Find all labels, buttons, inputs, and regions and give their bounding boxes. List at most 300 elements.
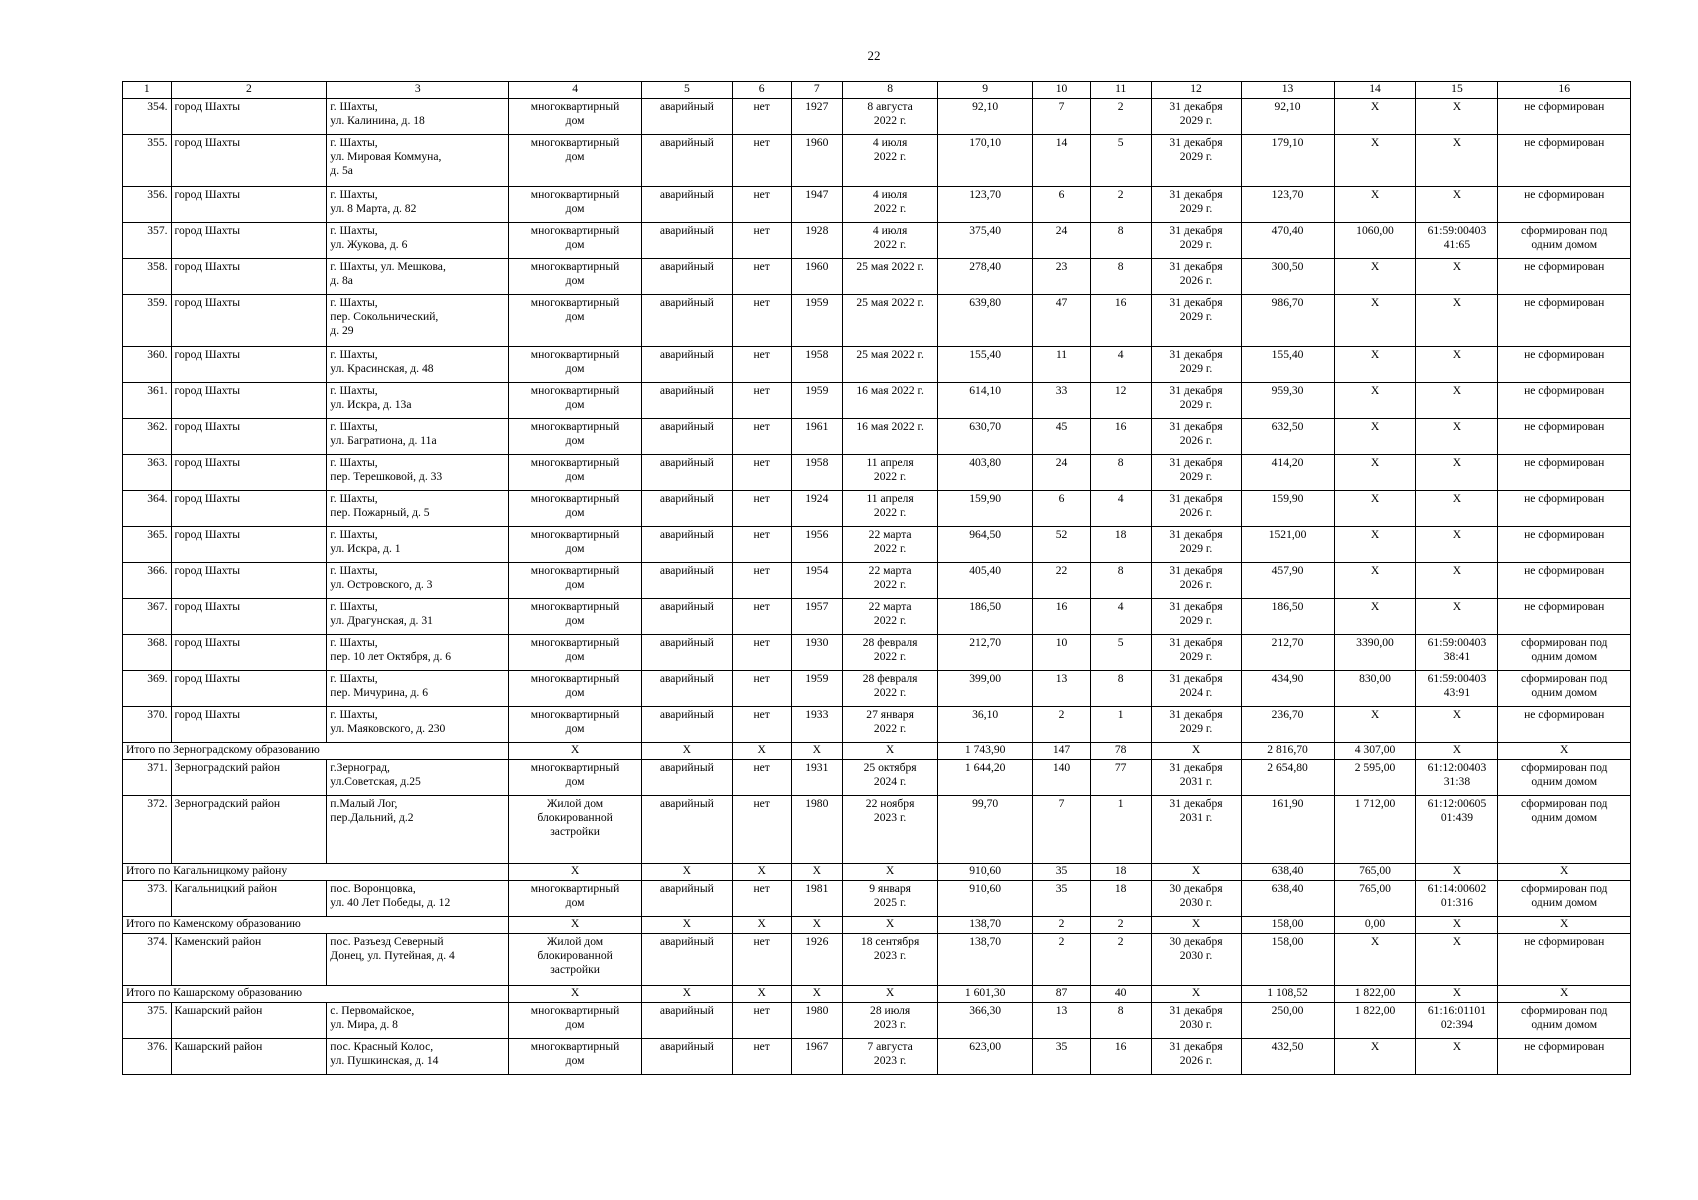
table-row: [123, 455, 1631, 491]
table-row: [123, 1003, 1631, 1039]
table-cell: 61:59:00403 41:65: [1416, 223, 1498, 259]
table-cell: 25 мая 2022 г.: [843, 295, 938, 347]
table-cell: 13: [1033, 671, 1091, 707]
table-cell: 9 января 2025 г.: [843, 881, 938, 917]
table-cell: 1980: [791, 1003, 843, 1039]
table-cell: 363.: [123, 455, 172, 491]
table-row: [123, 796, 1631, 864]
subtotal-cell: X: [843, 917, 938, 934]
table-cell: 6: [1033, 187, 1091, 223]
table-cell: 364.: [123, 491, 172, 527]
table-cell: 35: [1033, 1039, 1091, 1075]
table-cell: 170,10: [938, 135, 1033, 187]
column-header: 10: [1033, 82, 1091, 99]
table-cell: 373.: [123, 881, 172, 917]
table-cell: аварийный: [641, 259, 732, 295]
table-cell: многоквартирный дом: [509, 491, 641, 527]
table-cell: не сформирован: [1498, 527, 1631, 563]
table-cell: 31 декабря 2029 г.: [1151, 599, 1241, 635]
table-cell: 2: [1033, 934, 1091, 986]
table-cell: 16: [1090, 1039, 1151, 1075]
table-row: [123, 671, 1631, 707]
column-number-header-row: [123, 82, 1631, 99]
table-cell: 374.: [123, 934, 172, 986]
table-cell: 1927: [791, 99, 843, 135]
table-cell: многоквартирный дом: [509, 187, 641, 223]
table-cell: г. Шахты, ул. Маяковского, д. 230: [327, 707, 509, 743]
table-cell: 31 декабря 2031 г.: [1151, 760, 1241, 796]
column-header: 9: [938, 82, 1033, 99]
table-cell: город Шахты: [171, 455, 327, 491]
subtotal-cell: X: [509, 864, 641, 881]
table-cell: г. Шахты, ул. Красинская, д. 48: [327, 347, 509, 383]
table-cell: 186,50: [1241, 599, 1334, 635]
housing-register-table: [122, 81, 1631, 1075]
table-cell: 2: [1090, 99, 1151, 135]
table-cell: Зерноградский район: [171, 760, 327, 796]
table-cell: 236,70: [1241, 707, 1334, 743]
table-cell: 158,00: [1241, 934, 1334, 986]
table-cell: не сформирован: [1498, 1039, 1631, 1075]
table-cell: многоквартирный дом: [509, 563, 641, 599]
table-cell: 77: [1090, 760, 1151, 796]
table-cell: нет: [732, 223, 791, 259]
table-cell: Зерноградский район: [171, 796, 327, 864]
table-cell: 18: [1090, 527, 1151, 563]
table-cell: X: [1416, 187, 1498, 223]
table-cell: 1961: [791, 419, 843, 455]
subtotal-label: Итого по Зерноградскому образованию: [123, 743, 509, 760]
subtotal-cell: X: [791, 917, 843, 934]
table-cell: Кашарский район: [171, 1039, 327, 1075]
table-cell: 16: [1033, 599, 1091, 635]
table-cell: 8: [1090, 455, 1151, 491]
table-cell: X: [1416, 135, 1498, 187]
table-cell: 414,20: [1241, 455, 1334, 491]
table-cell: 368.: [123, 635, 172, 671]
column-header: 8: [843, 82, 938, 99]
table-row: [123, 419, 1631, 455]
table-row: [123, 223, 1631, 259]
table-cell: 52: [1033, 527, 1091, 563]
table-cell: город Шахты: [171, 295, 327, 347]
table-cell: 31 декабря 2029 г.: [1151, 383, 1241, 419]
table-cell: 22 марта 2022 г.: [843, 599, 938, 635]
column-header: 11: [1090, 82, 1151, 99]
table-cell: многоквартирный дом: [509, 671, 641, 707]
table-cell: 30 декабря 2030 г.: [1151, 934, 1241, 986]
table-cell: 31 декабря 2029 г.: [1151, 707, 1241, 743]
table-cell: X: [1416, 599, 1498, 635]
subtotal-cell: X: [791, 864, 843, 881]
table-cell: г. Шахты, ул. Драгунская, д. 31: [327, 599, 509, 635]
column-header: 1: [123, 82, 172, 99]
table-cell: 375.: [123, 1003, 172, 1039]
table-cell: нет: [732, 707, 791, 743]
table-cell: 4 июля 2022 г.: [843, 223, 938, 259]
table-cell: сформирован под одним домом: [1498, 760, 1631, 796]
table-cell: 1980: [791, 796, 843, 864]
subtotal-cell: X: [843, 743, 938, 760]
subtotal-cell: X: [509, 917, 641, 934]
column-header: 4: [509, 82, 641, 99]
table-cell: X: [1334, 527, 1416, 563]
table-cell: 1930: [791, 635, 843, 671]
table-cell: многоквартирный дом: [509, 1003, 641, 1039]
subtotal-cell: 2 816,70: [1241, 743, 1334, 760]
table-cell: 140: [1033, 760, 1091, 796]
table-cell: 61:12:00605 01:439: [1416, 796, 1498, 864]
table-cell: 123,70: [938, 187, 1033, 223]
subtotal-cell: X: [732, 986, 791, 1003]
table-cell: 623,00: [938, 1039, 1033, 1075]
table-cell: аварийный: [641, 881, 732, 917]
table-cell: 61:12:00403 31:38: [1416, 760, 1498, 796]
table-cell: 92,10: [1241, 99, 1334, 135]
table-cell: 959,30: [1241, 383, 1334, 419]
table-cell: нет: [732, 347, 791, 383]
table-cell: 4 июля 2022 г.: [843, 187, 938, 223]
table-cell: многоквартирный дом: [509, 259, 641, 295]
table-cell: 434,90: [1241, 671, 1334, 707]
table-cell: 31 декабря 2026 г.: [1151, 259, 1241, 295]
table-cell: X: [1334, 599, 1416, 635]
table-cell: сформирован под одним домом: [1498, 671, 1631, 707]
subtotal-label: Итого по Кагальницкому району: [123, 864, 509, 881]
table-cell: многоквартирный дом: [509, 599, 641, 635]
table-cell: 11 апреля 2022 г.: [843, 455, 938, 491]
table-cell: нет: [732, 671, 791, 707]
table-cell: 11: [1033, 347, 1091, 383]
subtotal-cell: 1 108,52: [1241, 986, 1334, 1003]
table-cell: 8: [1090, 223, 1151, 259]
table-cell: 23: [1033, 259, 1091, 295]
table-cell: 638,40: [1241, 881, 1334, 917]
table-cell: 25 октября 2024 г.: [843, 760, 938, 796]
table-cell: 33: [1033, 383, 1091, 419]
table-row: [123, 599, 1631, 635]
table-cell: 1960: [791, 259, 843, 295]
table-cell: 31 декабря 2029 г.: [1151, 455, 1241, 491]
table-cell: многоквартирный дом: [509, 455, 641, 491]
table-cell: аварийный: [641, 455, 732, 491]
table-cell: 27 января 2022 г.: [843, 707, 938, 743]
table-cell: 2 654,80: [1241, 760, 1334, 796]
table-body: [123, 99, 1631, 1075]
column-header: 3: [327, 82, 509, 99]
table-cell: не сформирован: [1498, 99, 1631, 135]
table-cell: сформирован под одним домом: [1498, 635, 1631, 671]
table-cell: 31 декабря 2029 г.: [1151, 135, 1241, 187]
table-cell: X: [1334, 419, 1416, 455]
subtotal-cell: X: [1151, 743, 1241, 760]
table-cell: X: [1334, 383, 1416, 419]
subtotal-cell: X: [1498, 986, 1631, 1003]
table-cell: многоквартирный дом: [509, 707, 641, 743]
subtotal-cell: X: [843, 986, 938, 1003]
table-cell: 1959: [791, 671, 843, 707]
table-cell: 1981: [791, 881, 843, 917]
table-cell: 405,40: [938, 563, 1033, 599]
table-row: [123, 934, 1631, 986]
subtotal-cell: X: [641, 864, 732, 881]
table-cell: город Шахты: [171, 259, 327, 295]
table-cell: нет: [732, 99, 791, 135]
subtotal-cell: X: [641, 743, 732, 760]
table-row: [123, 135, 1631, 187]
table-cell: 358.: [123, 259, 172, 295]
table-cell: аварийный: [641, 1039, 732, 1075]
table-cell: город Шахты: [171, 135, 327, 187]
table-cell: не сформирован: [1498, 599, 1631, 635]
subtotal-cell: X: [641, 917, 732, 934]
table-cell: не сформирован: [1498, 707, 1631, 743]
table-cell: 369.: [123, 671, 172, 707]
subtotal-cell: X: [791, 743, 843, 760]
table-cell: 639,80: [938, 295, 1033, 347]
table-cell: X: [1416, 455, 1498, 491]
table-cell: не сформирован: [1498, 934, 1631, 986]
table-cell: сформирован под одним домом: [1498, 881, 1631, 917]
table-cell: 7: [1033, 796, 1091, 864]
table-cell: 4: [1090, 599, 1151, 635]
table-cell: многоквартирный дом: [509, 527, 641, 563]
table-cell: город Шахты: [171, 187, 327, 223]
subtotal-cell: 18: [1090, 864, 1151, 881]
table-cell: 31 декабря 2029 г.: [1151, 223, 1241, 259]
table-cell: г. Шахты, ул. Калинина, д. 18: [327, 99, 509, 135]
table-cell: X: [1334, 491, 1416, 527]
table-cell: 630,70: [938, 419, 1033, 455]
table-cell: аварийный: [641, 707, 732, 743]
subtotal-cell: 4 307,00: [1334, 743, 1416, 760]
table-cell: 47: [1033, 295, 1091, 347]
table-row: [123, 881, 1631, 917]
subtotal-cell: 765,00: [1334, 864, 1416, 881]
table-cell: город Шахты: [171, 599, 327, 635]
table-cell: 28 февраля 2022 г.: [843, 671, 938, 707]
table-cell: 159,90: [1241, 491, 1334, 527]
table-cell: 1926: [791, 934, 843, 986]
table-cell: не сформирован: [1498, 383, 1631, 419]
table-cell: г. Шахты, ул. Багратиона, д. 11а: [327, 419, 509, 455]
table-cell: г. Шахты, ул. Искра, д. 1: [327, 527, 509, 563]
table-cell: 8 августа 2022 г.: [843, 99, 938, 135]
table-cell: 1947: [791, 187, 843, 223]
table-cell: многоквартирный дом: [509, 881, 641, 917]
subtotal-label: Итого по Кашарскому образованию: [123, 986, 509, 1003]
table-cell: 155,40: [1241, 347, 1334, 383]
table-cell: 31 декабря 2026 г.: [1151, 491, 1241, 527]
table-cell: сформирован под одним домом: [1498, 796, 1631, 864]
table-cell: 7 августа 2023 г.: [843, 1039, 938, 1075]
table-cell: 10: [1033, 635, 1091, 671]
table-cell: 61:59:00403 43:91: [1416, 671, 1498, 707]
table-row: [123, 707, 1631, 743]
subtotal-cell: X: [732, 864, 791, 881]
table-cell: г. Шахты, ул. Островского, д. 3: [327, 563, 509, 599]
table-cell: п.Малый Лог, пер.Дальний, д.2: [327, 796, 509, 864]
table-cell: нет: [732, 527, 791, 563]
table-cell: 7: [1033, 99, 1091, 135]
table-cell: город Шахты: [171, 383, 327, 419]
column-header: 13: [1241, 82, 1334, 99]
table-cell: 1959: [791, 383, 843, 419]
table-cell: 1060,00: [1334, 223, 1416, 259]
table-cell: город Шахты: [171, 419, 327, 455]
subtotal-cell: X: [843, 864, 938, 881]
table-cell: 399,00: [938, 671, 1033, 707]
subtotal-cell: 138,70: [938, 917, 1033, 934]
table-cell: X: [1334, 455, 1416, 491]
table-cell: многоквартирный дом: [509, 347, 641, 383]
table-cell: аварийный: [641, 671, 732, 707]
table-cell: нет: [732, 383, 791, 419]
table-cell: 1933: [791, 707, 843, 743]
table-cell: город Шахты: [171, 707, 327, 743]
table-cell: X: [1416, 934, 1498, 986]
table-cell: город Шахты: [171, 527, 327, 563]
table-cell: многоквартирный дом: [509, 760, 641, 796]
table-cell: 212,70: [1241, 635, 1334, 671]
table-cell: 1931: [791, 760, 843, 796]
table-cell: 366.: [123, 563, 172, 599]
subtotal-label: Итого по Каменскому образованию: [123, 917, 509, 934]
table-cell: многоквартирный дом: [509, 635, 641, 671]
table-cell: аварийный: [641, 223, 732, 259]
table-cell: X: [1416, 563, 1498, 599]
table-cell: X: [1334, 707, 1416, 743]
table-cell: 403,80: [938, 455, 1033, 491]
table-cell: 632,50: [1241, 419, 1334, 455]
table-cell: 31 декабря 2029 г.: [1151, 635, 1241, 671]
table-cell: 31 декабря 2029 г.: [1151, 527, 1241, 563]
subtotal-cell: 78: [1090, 743, 1151, 760]
subtotal-cell: X: [1416, 743, 1498, 760]
table-row: [123, 491, 1631, 527]
column-header: 16: [1498, 82, 1631, 99]
table-cell: нет: [732, 455, 791, 491]
subtotal-cell: 35: [1033, 864, 1091, 881]
subtotal-row: [123, 986, 1631, 1003]
table-cell: 1967: [791, 1039, 843, 1075]
table-cell: нет: [732, 934, 791, 986]
table-row: [123, 1039, 1631, 1075]
table-cell: X: [1334, 259, 1416, 295]
table-row: [123, 563, 1631, 599]
table-cell: 375,40: [938, 223, 1033, 259]
table-cell: 31 декабря 2029 г.: [1151, 187, 1241, 223]
table-cell: 11 апреля 2022 г.: [843, 491, 938, 527]
table-cell: 45: [1033, 419, 1091, 455]
table-cell: X: [1334, 295, 1416, 347]
table-cell: 354.: [123, 99, 172, 135]
table-cell: сформирован под одним домом: [1498, 223, 1631, 259]
table-cell: X: [1334, 135, 1416, 187]
table-cell: 99,70: [938, 796, 1033, 864]
subtotal-cell: 40: [1090, 986, 1151, 1003]
table-cell: X: [1416, 383, 1498, 419]
table-cell: аварийный: [641, 934, 732, 986]
table-cell: 362.: [123, 419, 172, 455]
table-cell: г. Шахты, пер. Сокольнический, д. 29: [327, 295, 509, 347]
table-cell: многоквартирный дом: [509, 99, 641, 135]
column-header: 12: [1151, 82, 1241, 99]
table-cell: X: [1416, 491, 1498, 527]
table-cell: не сформирован: [1498, 455, 1631, 491]
table-cell: 31 декабря 2029 г.: [1151, 99, 1241, 135]
subtotal-cell: X: [1151, 864, 1241, 881]
subtotal-cell: X: [791, 986, 843, 1003]
table-cell: 61:59:00403 38:41: [1416, 635, 1498, 671]
table-cell: 16: [1090, 419, 1151, 455]
table-cell: аварийный: [641, 419, 732, 455]
table-cell: г. Шахты, ул. Мешкова, д. 8а: [327, 259, 509, 295]
table-cell: не сформирован: [1498, 347, 1631, 383]
table-cell: аварийный: [641, 760, 732, 796]
table-cell: 470,40: [1241, 223, 1334, 259]
table-cell: 372.: [123, 796, 172, 864]
table-cell: г. Шахты, ул. 8 Марта, д. 82: [327, 187, 509, 223]
table-cell: 25 мая 2022 г.: [843, 259, 938, 295]
table-cell: 910,60: [938, 881, 1033, 917]
table-cell: 30 декабря 2030 г.: [1151, 881, 1241, 917]
table-cell: 1924: [791, 491, 843, 527]
table-row: [123, 259, 1631, 295]
table-cell: 1954: [791, 563, 843, 599]
table-cell: 367.: [123, 599, 172, 635]
table-cell: г.Зерноград, ул.Советская, д.25: [327, 760, 509, 796]
subtotal-cell: X: [509, 986, 641, 1003]
table-cell: 1956: [791, 527, 843, 563]
table-cell: 161,90: [1241, 796, 1334, 864]
table-cell: 8: [1090, 259, 1151, 295]
table-cell: X: [1416, 527, 1498, 563]
table-cell: 18: [1090, 881, 1151, 917]
table-cell: 432,50: [1241, 1039, 1334, 1075]
subtotal-cell: 0,00: [1334, 917, 1416, 934]
table-cell: 12: [1090, 383, 1151, 419]
subtotal-cell: 87: [1033, 986, 1091, 1003]
table-cell: 370.: [123, 707, 172, 743]
table-cell: город Шахты: [171, 347, 327, 383]
table-cell: многоквартирный дом: [509, 223, 641, 259]
table-cell: 986,70: [1241, 295, 1334, 347]
subtotal-cell: X: [1498, 864, 1631, 881]
table-cell: не сформирован: [1498, 259, 1631, 295]
table-cell: 1521,00: [1241, 527, 1334, 563]
table-cell: X: [1416, 1039, 1498, 1075]
subtotal-cell: X: [1416, 917, 1498, 934]
table-cell: 31 декабря 2030 г.: [1151, 1003, 1241, 1039]
table-cell: г. Шахты, пер. Пожарный, д. 5: [327, 491, 509, 527]
subtotal-cell: 158,00: [1241, 917, 1334, 934]
table-cell: X: [1334, 1039, 1416, 1075]
table-cell: 4 июля 2022 г.: [843, 135, 938, 187]
table-cell: нет: [732, 491, 791, 527]
table-cell: город Шахты: [171, 563, 327, 599]
table-cell: 355.: [123, 135, 172, 187]
table-cell: многоквартирный дом: [509, 419, 641, 455]
column-header: 15: [1416, 82, 1498, 99]
table-cell: Жилой дом блокированной застройки: [509, 796, 641, 864]
table-cell: 22 марта 2022 г.: [843, 527, 938, 563]
table-cell: 2: [1090, 934, 1151, 986]
table-cell: 300,50: [1241, 259, 1334, 295]
table-cell: город Шахты: [171, 99, 327, 135]
table-cell: не сформирован: [1498, 563, 1631, 599]
table-cell: нет: [732, 760, 791, 796]
